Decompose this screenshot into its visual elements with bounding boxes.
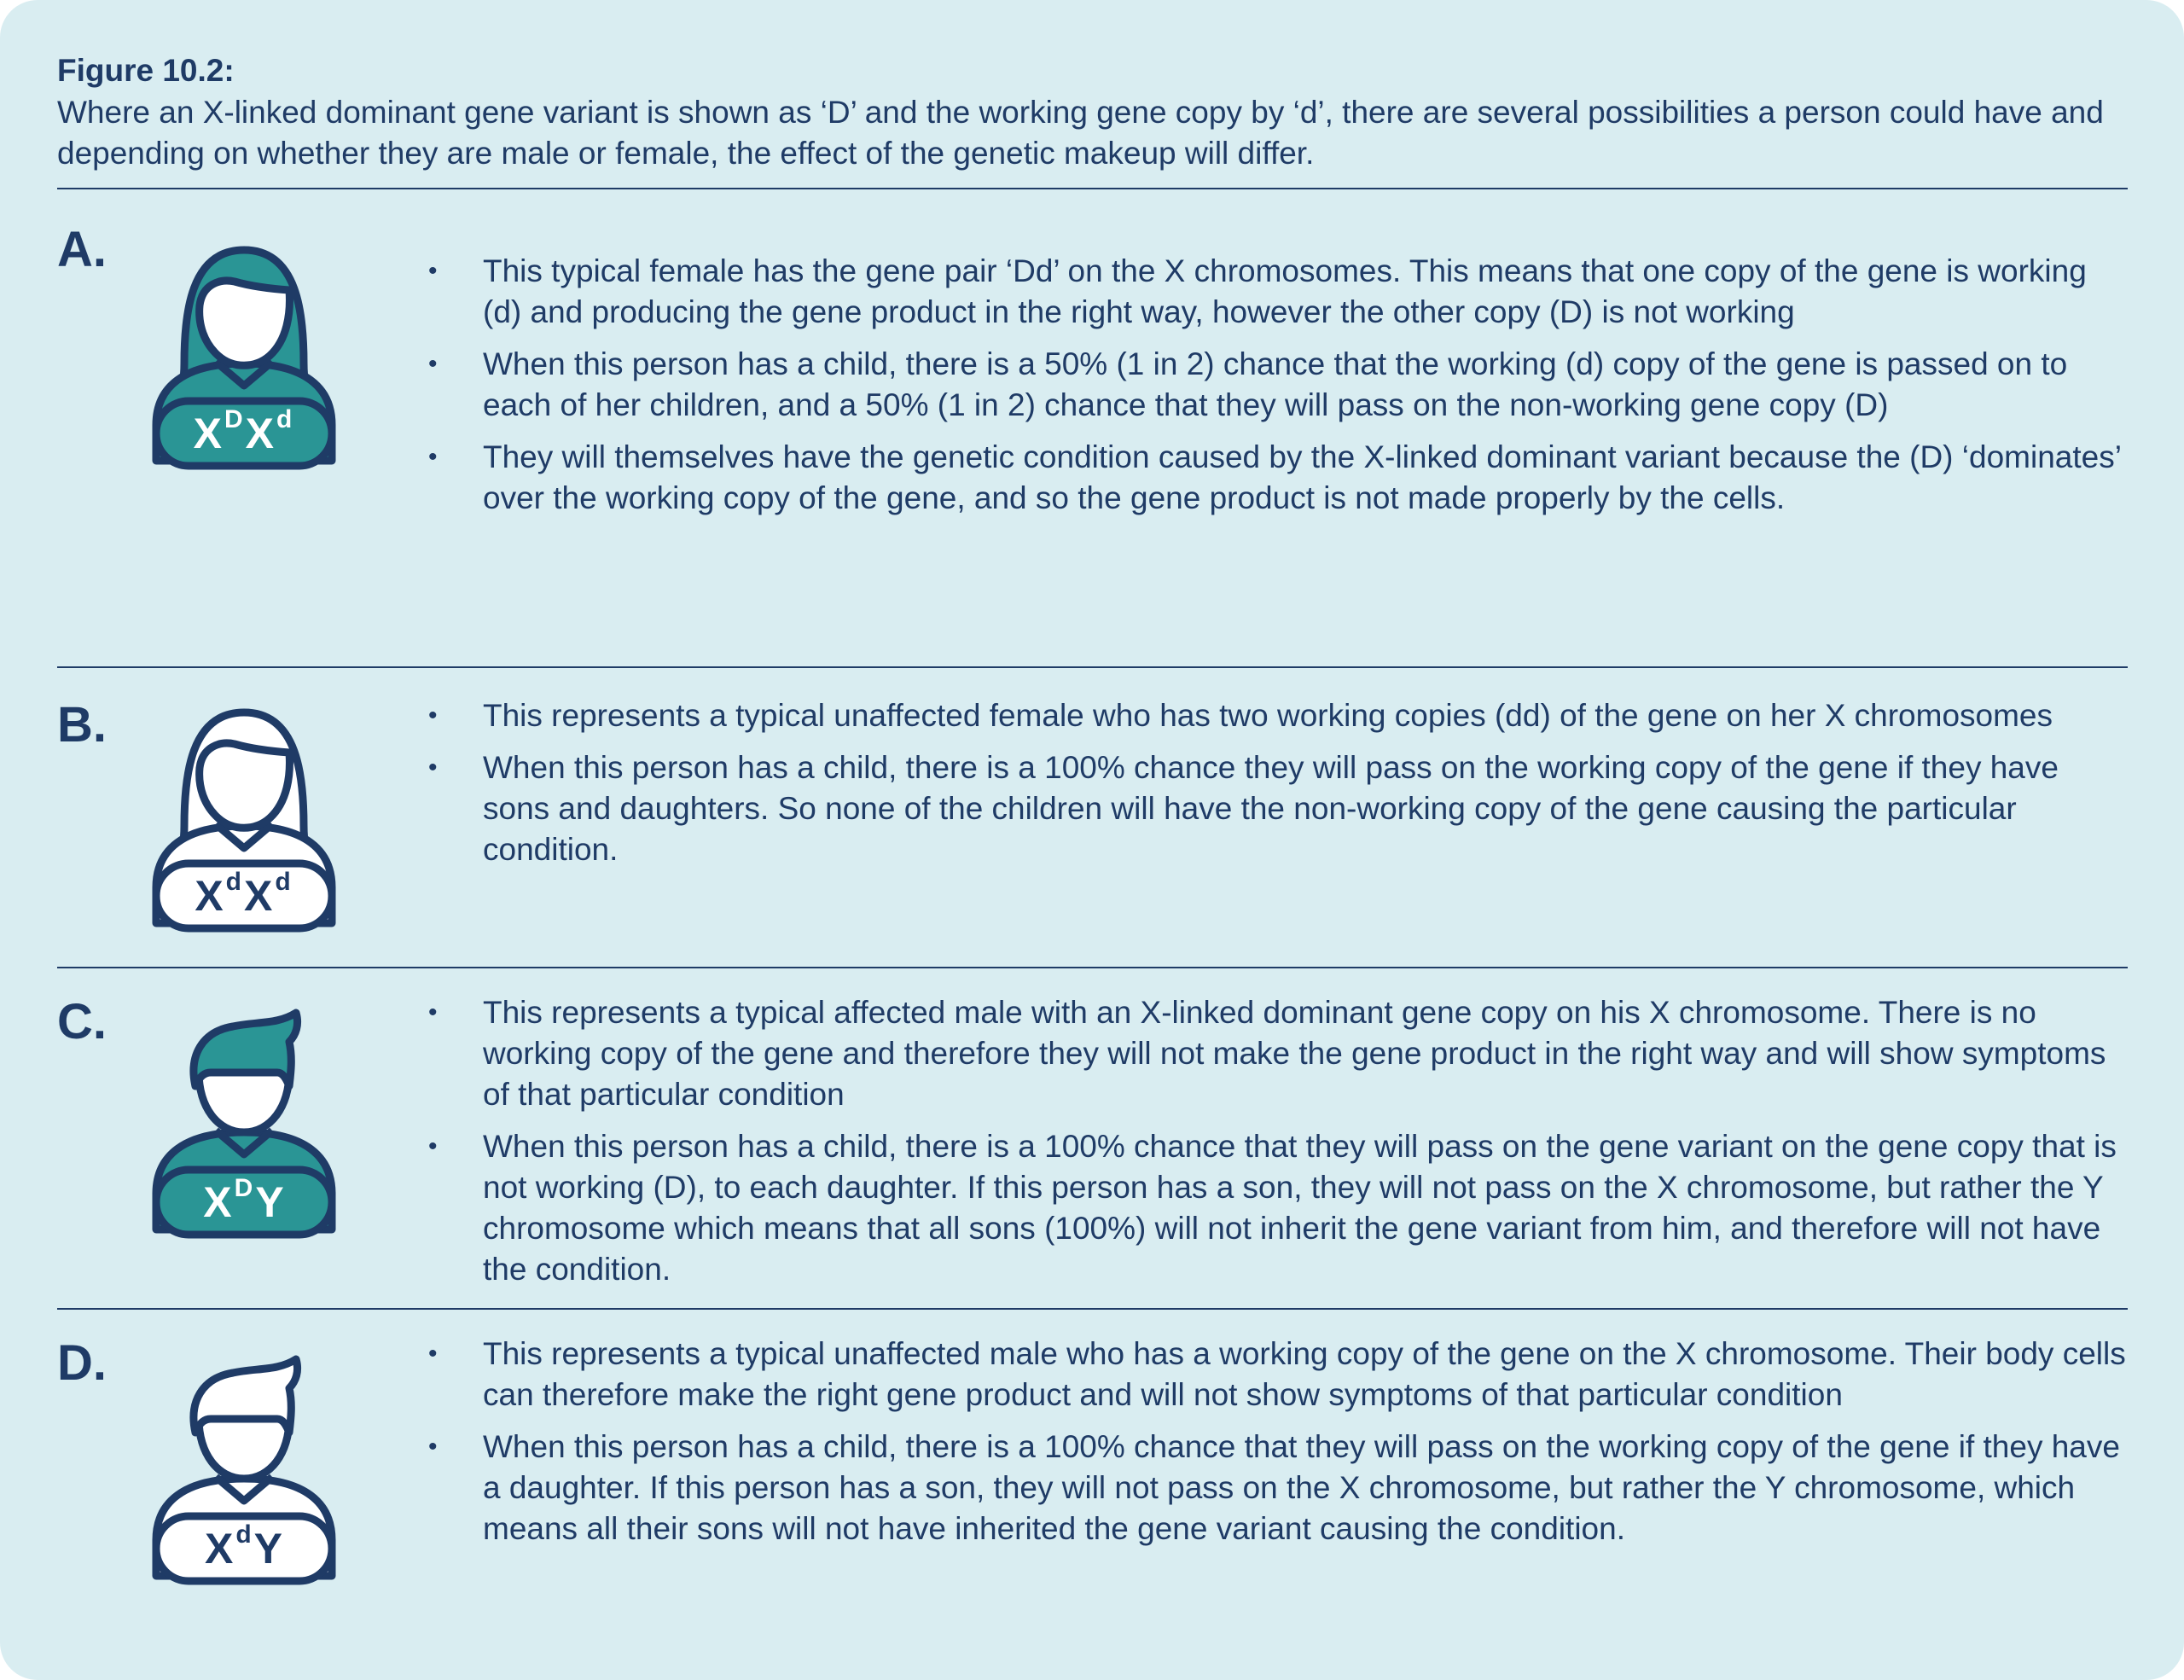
divider [57,1308,2128,1310]
bullet-list [425,695,2131,881]
list-item: • When this person has a child, there is a 100% chance that they will pass on the working copy of the gene if they have a daughter. If this person has a son, they will not pass on the X chromosome, but rather the Y chromosome, which means all their sons will not have inherited the gene variant causing the condition. [425,1427,2131,1549]
figure-title: Figure 10.2: [57,53,235,88]
bullet-list [425,1334,2131,1561]
bullet-list [425,251,2131,530]
list-item: • When this person has a child, there is a 100% chance that they will pass on the gene variant on the gene copy that is not working (D), to each daughter. If this person has a son, they will not pass on the X chromosome, but rather the Y chromosome which means that all sons (100%) will not inherit the gene variant from him, and therefore will not have the condition. [425,1126,2131,1290]
divider [57,188,2128,189]
figure-caption: Where an X-linked dominant gene variant is shown as ‘D’ and the working gene copy by ‘d’, there are several possibilities a person could have and depending on whether they are male or female, the effect of the genetic makeup will differ. [57,95,2104,171]
section-letter: A. [57,222,107,277]
divider [57,967,2128,968]
list-item: • This represents a typical unaffected male who has a working copy of the gene on the X chromosome. Their body cells can therefore make the right gene product and will not show symptoms of that particular condition [425,1334,2131,1416]
female-affected-icon [149,235,339,491]
figure-header [57,49,2122,174]
list-item: • They will themselves have the genetic condition caused by the X-linked dominant variant because the (D) ‘dominates’ over the working copy of the gene, and so the gene product is not made properly by the cells. [425,437,2131,519]
genotype-label: X d Y [204,1520,284,1572]
section-letter: C. [57,994,107,1049]
list-item: • This represents a typical unaffected female who has two working copies (dd) of the gene on her X chromosomes [425,695,2131,736]
list-item: • This typical female has the gene pair ‘Dd’ on the X chromosomes. This means that one copy of the gene is working (d) and producing the gene product in the right way, however the other copy (D) is not working [425,251,2131,333]
female-unaffected-icon [149,698,339,954]
male-affected-icon [149,1004,339,1260]
section-letter: D. [57,1335,107,1391]
bullet-list [425,992,2131,1301]
male-unaffected-icon [149,1351,339,1607]
genotype-label: X D Y [203,1174,285,1226]
genotype-label: X D X d [193,405,293,457]
section-letter: B. [57,697,107,753]
list-item: • When this person has a child, there is a 50% (1 in 2) chance that the working (d) copy of the gene is passed on to each of her children, and a 50% (1 in 2) chance that they will pass on the non-working gene copy (D) [425,344,2131,426]
list-item: • This represents a typical affected male with an X-linked dominant gene copy on his X chromosome. There is no working copy of the gene and therefore they will not make the gene product in the right way and will show symptoms of that particular condition [425,992,2131,1115]
genotype-label: X d X d [195,868,292,920]
list-item: • When this person has a child, there is a 100% chance they will pass on the working copy of the gene if they have sons and daughters. So none of the children will have the non-working copy of the gene causing the particular condition. [425,747,2131,870]
divider [57,666,2128,668]
